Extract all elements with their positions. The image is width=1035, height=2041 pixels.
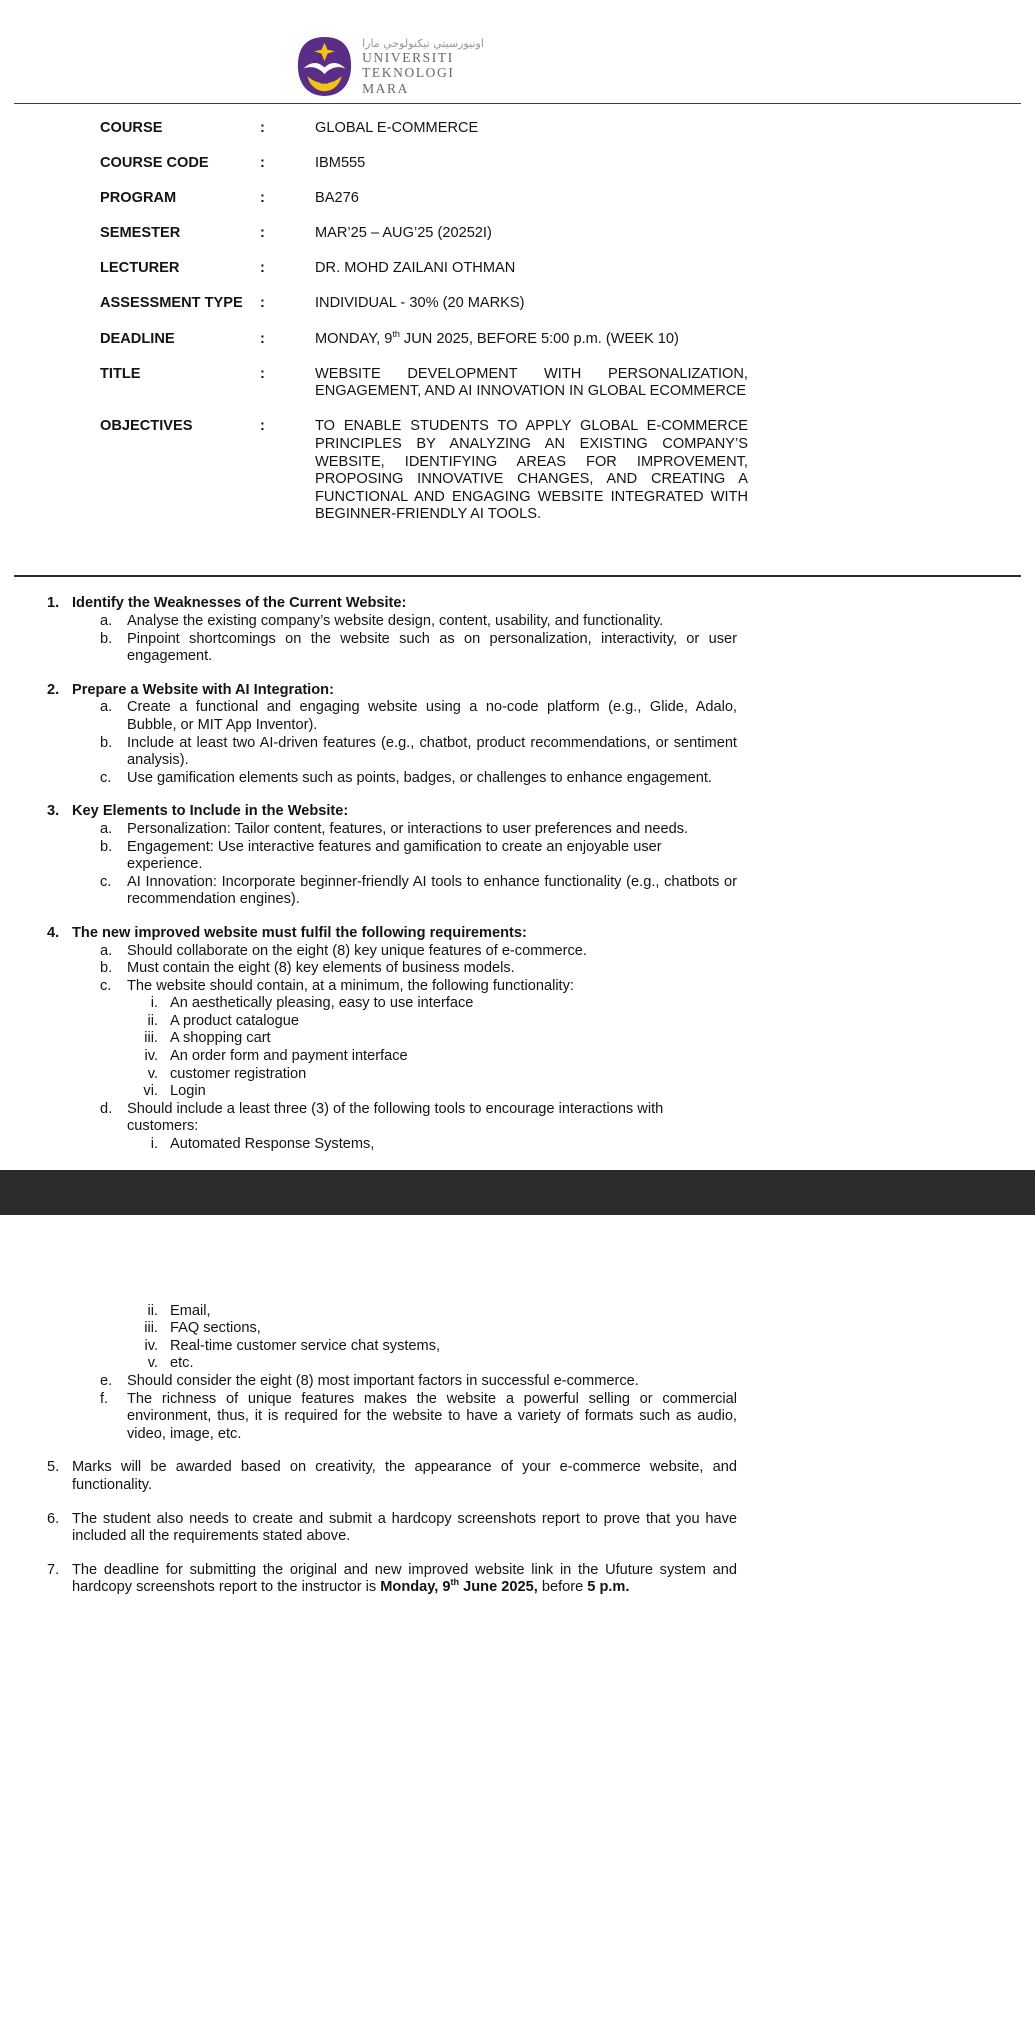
list-item-text	[127, 613, 737, 631]
list-item-text	[127, 960, 737, 978]
list-item-text	[127, 978, 737, 996]
list-item	[0, 803, 737, 821]
info-row	[100, 120, 1035, 138]
list-item	[0, 1066, 737, 1084]
info-row	[100, 260, 1035, 278]
list-item	[0, 925, 737, 943]
text-segment: A shopping cart	[170, 1030, 271, 1047]
info-row	[100, 190, 1035, 208]
text-segment: June 2025,	[459, 1579, 538, 1596]
list-marker: 5.	[47, 1459, 60, 1476]
info-label: OBJECTIVES	[100, 418, 193, 435]
text-segment: Monday, 9	[380, 1579, 451, 1596]
list-item	[0, 978, 737, 996]
list-item	[0, 1101, 737, 1136]
info-label: COURSE	[100, 120, 163, 136]
list-marker: a.	[100, 820, 113, 837]
text-segment: Login	[170, 1083, 206, 1100]
list-marker: i.	[150, 1136, 158, 1153]
info-row	[100, 295, 1035, 313]
info-row	[100, 155, 1035, 173]
list-item-text	[72, 682, 737, 700]
list-item-text	[72, 803, 737, 821]
list-item	[0, 960, 737, 978]
text-segment: DR. MOHD ZAILANI OTHMAN	[315, 260, 516, 277]
text-segment: before	[537, 1579, 588, 1596]
list-item	[0, 1338, 737, 1356]
list-item	[0, 1048, 737, 1066]
info-colon: :	[260, 120, 265, 136]
list-item-text	[127, 1101, 737, 1136]
university-header	[0, 0, 780, 97]
info-row	[100, 418, 1035, 524]
info-label: SEMESTER	[100, 225, 181, 242]
list-item-text	[72, 1562, 737, 1597]
list-item	[0, 1303, 737, 1321]
list-item	[0, 1373, 737, 1391]
jawi-script-text: اونيورسيتي تيكنولوجي مارا	[362, 37, 484, 50]
list-item	[0, 1459, 737, 1494]
list-item	[0, 699, 737, 734]
text-segment: Email,	[170, 1302, 211, 1319]
list-item-text	[170, 1083, 737, 1101]
list-item	[0, 1562, 737, 1597]
list-marker: b.	[100, 630, 113, 647]
list-marker: v.	[147, 1355, 158, 1372]
text-segment: BA276	[315, 190, 359, 207]
list-item-text	[127, 1391, 737, 1444]
info-row	[100, 366, 1035, 401]
list-item-text	[170, 1066, 737, 1084]
list-item-text	[127, 735, 737, 770]
uitm-logo-icon	[296, 36, 353, 97]
list-item	[0, 1355, 737, 1373]
list-marker: i.	[150, 995, 158, 1012]
info-colon: :	[260, 190, 265, 207]
info-label: PROGRAM	[100, 190, 177, 207]
list-marker: 3.	[47, 803, 60, 820]
university-name-block	[362, 36, 484, 96]
list-item	[0, 1030, 737, 1048]
text-segment: AI Innovation: Incorporate beginner-friendly AI tools to enhance functionality (e.g., chatbots or recommendation engines).	[127, 873, 737, 908]
info-label: DEADLINE	[100, 330, 175, 347]
info-row	[100, 225, 1035, 243]
text-segment: Personalization: Tailor content, features, or interactions to user preferences and needs.	[127, 820, 689, 837]
text-segment: The new improved website must fulfil the following requirements:	[72, 924, 527, 941]
list-item-text	[170, 1303, 737, 1321]
list-marker: c.	[100, 977, 112, 994]
info-colon: :	[260, 260, 265, 277]
text-segment: Include at least two AI-driven features (e.g., chatbot, product recommendations, or sentiment analysis).	[127, 734, 737, 769]
list-marker: iii.	[144, 1320, 158, 1337]
text-segment: FAQ sections,	[170, 1320, 261, 1337]
list-marker: iv.	[144, 1048, 158, 1065]
info-value	[315, 260, 748, 278]
list-item	[0, 821, 737, 839]
list-item-text	[72, 925, 737, 943]
text-segment: An aesthetically pleasing, easy to use interface	[170, 995, 474, 1012]
text-segment: Analyse the existing company’s website design, content, usability, and functionality.	[127, 613, 664, 629]
text-segment: The website should contain, at a minimum, the following functionality:	[127, 977, 574, 994]
list-marker: 4.	[47, 924, 60, 941]
list-marker: d.	[100, 1100, 113, 1117]
list-marker: v.	[147, 1065, 158, 1082]
list-item	[0, 631, 737, 666]
text-segment: Identify the Weaknesses of the Current Website:	[72, 595, 407, 612]
list-marker: e.	[100, 1373, 113, 1389]
list-item	[0, 1083, 737, 1101]
info-value	[315, 155, 748, 173]
text-segment: customer registration	[170, 1065, 307, 1082]
text-segment: MONDAY, 9	[315, 330, 393, 347]
text-segment: Pinpoint shortcomings on the website such as on personalization, interactivity, or user engagement.	[127, 630, 737, 665]
text-segment: Engagement: Use interactive features and gamification to create an enjoyable user experience.	[127, 838, 662, 873]
list-item	[0, 1013, 737, 1031]
list-marker: 1.	[47, 595, 60, 612]
info-colon: :	[260, 155, 265, 172]
list-marker: a.	[100, 699, 113, 716]
text-segment: th	[392, 328, 400, 339]
info-colon: :	[260, 330, 265, 347]
text-segment: MAR’25 – AUG’25 (20252I)	[315, 225, 492, 242]
text-segment: A product catalogue	[170, 1012, 300, 1029]
list-item	[0, 1391, 737, 1444]
list-item-text	[170, 1136, 737, 1154]
logo-group	[296, 36, 484, 97]
list-item	[0, 613, 737, 631]
list-page1	[0, 577, 737, 1153]
info-colon: :	[260, 225, 265, 242]
list-marker: c.	[100, 769, 112, 786]
text-segment: The richness of unique features makes the website a powerful selling or commercial environment, thus, it is required for the website to have a variety of formats such as audio, video, image, etc.	[127, 1390, 737, 1442]
list-marker: b.	[100, 734, 113, 751]
list-marker: 7.	[47, 1561, 60, 1578]
info-label: ASSESSMENT TYPE	[100, 295, 243, 312]
info-table	[0, 104, 1035, 575]
list-marker: a.	[100, 942, 113, 959]
text-segment: Should include a least three (3) of the following tools to encourage interactions with customers:	[127, 1100, 664, 1135]
text-segment: Should collaborate on the eight (8) key unique features of e-commerce.	[127, 942, 587, 959]
page-separator	[0, 1170, 1035, 1215]
list-item-text	[127, 821, 737, 839]
university-name-line-2: TEKNOLOGI	[362, 65, 455, 81]
info-label: COURSE CODE	[100, 155, 209, 172]
text-segment: th	[450, 1577, 460, 1588]
text-segment: TO ENABLE STUDENTS TO APPLY GLOBAL E-COMMERCE PRINCIPLES BY ANALYZING AN EXISTING COMPANY’S WEBSITE, IDENTIFYING AREAS FOR IMPROVEMENT, PROPOSING INNOVATIVE CHANGES, AND CREATING A FUNCTIONAL AND ENGAGING WEBSITE INTEGRATED WITH BEGINNER-FRIENDLY AI TOOLS.	[315, 418, 748, 523]
list-marker: vi.	[143, 1083, 158, 1100]
text-segment: Use gamification elements such as points, badges, or challenges to enhance engagement.	[127, 769, 712, 786]
university-name-line-1: UNIVERSITI	[362, 50, 454, 65]
list-marker: ii.	[147, 1012, 158, 1029]
list-item-text	[127, 874, 737, 909]
text-segment: Create a functional and engaging website using a no-code platform (e.g., Glide, Adalo, Bubble, or MIT App Inventor).	[127, 699, 737, 733]
list-marker: iv.	[144, 1337, 158, 1354]
list-item-text	[72, 1459, 737, 1494]
list-item-text	[170, 995, 737, 1013]
list-item	[0, 770, 737, 788]
info-value	[315, 418, 748, 524]
info-value	[315, 190, 748, 208]
list-item-text	[170, 1030, 737, 1048]
text-segment: etc.	[170, 1355, 194, 1372]
list-marker: ii.	[147, 1302, 158, 1319]
list-item	[0, 1136, 737, 1154]
text-segment: GLOBAL E-COMMERCE	[315, 120, 479, 136]
list-item-text	[72, 595, 737, 613]
text-segment: Marks will be awarded based on creativity, the appearance of your e-commerce website, and functionality.	[72, 1459, 737, 1493]
list-item	[0, 595, 737, 613]
info-value	[315, 295, 748, 313]
list-item-text	[72, 1511, 737, 1546]
list-item-text	[170, 1320, 737, 1338]
list-item	[0, 682, 737, 700]
text-segment: Automated Response Systems,	[170, 1136, 375, 1153]
text-segment: An order form and payment interface	[170, 1048, 408, 1065]
list-item-text	[127, 839, 737, 874]
list-item	[0, 995, 737, 1013]
list-item	[0, 839, 737, 874]
info-label: LECTURER	[100, 260, 180, 277]
list-item-text	[170, 1013, 737, 1031]
info-row	[100, 328, 1035, 349]
info-value	[315, 366, 748, 401]
list-marker: b.	[100, 838, 113, 855]
list-marker: 6.	[47, 1510, 60, 1527]
list-item-text	[127, 770, 737, 788]
text-segment: Real-time customer service chat systems,	[170, 1337, 441, 1354]
text-segment: Key Elements to Include in the Website:	[72, 803, 349, 820]
list-marker: b.	[100, 960, 113, 977]
text-segment: 5 p.m.	[587, 1579, 630, 1596]
info-colon: :	[260, 365, 265, 382]
text-segment: IBM555	[315, 155, 366, 172]
list-item	[0, 1511, 737, 1546]
text-segment: INDIVIDUAL - 30% (20 MARKS)	[315, 295, 525, 312]
text-segment: Must contain the eight (8) key elements of business models.	[127, 960, 515, 977]
list-item	[0, 735, 737, 770]
list-item	[0, 1320, 737, 1338]
list-marker: iii.	[144, 1030, 158, 1047]
info-value	[315, 328, 748, 349]
list-item-text	[170, 1355, 737, 1373]
text-segment: The deadline for submitting the original and new improved website link in the Ufuture system and hardcopy screenshots report to the instructor is	[72, 1561, 737, 1596]
list-marker: c.	[100, 873, 112, 890]
list-item	[0, 874, 737, 909]
info-label: TITLE	[100, 365, 141, 382]
info-value	[315, 225, 748, 243]
university-name-line-3: MARA	[362, 80, 409, 96]
list-item-text	[127, 699, 737, 734]
list-marker: f.	[100, 1390, 109, 1407]
list-item-text	[127, 943, 737, 961]
text-segment: JUN 2025, BEFORE 5:00 p.m. (WEEK 10)	[399, 330, 679, 347]
info-value	[315, 120, 748, 138]
list-page2	[0, 1303, 737, 1597]
info-colon: :	[260, 295, 265, 312]
info-colon: :	[260, 418, 265, 435]
list-item-text	[170, 1338, 737, 1356]
list-item-text	[127, 1373, 737, 1391]
list-item-text	[170, 1048, 737, 1066]
text-segment: Prepare a Website with AI Integration:	[72, 681, 334, 698]
text-segment: WEBSITE DEVELOPMENT WITH PERSONALIZATION, ENGAGEMENT, AND AI INNOVATION IN GLOBAL ECOMMERCE	[315, 365, 748, 400]
text-segment: Should consider the eight (8) most important factors in successful e-commerce.	[127, 1373, 639, 1389]
list-item	[0, 943, 737, 961]
list-item-text	[127, 631, 737, 666]
list-marker: 2.	[47, 681, 60, 698]
text-segment: The student also needs to create and submit a hardcopy screenshots report to prove that you have included all the requirements stated above.	[72, 1510, 737, 1545]
list-marker: a.	[100, 613, 113, 629]
